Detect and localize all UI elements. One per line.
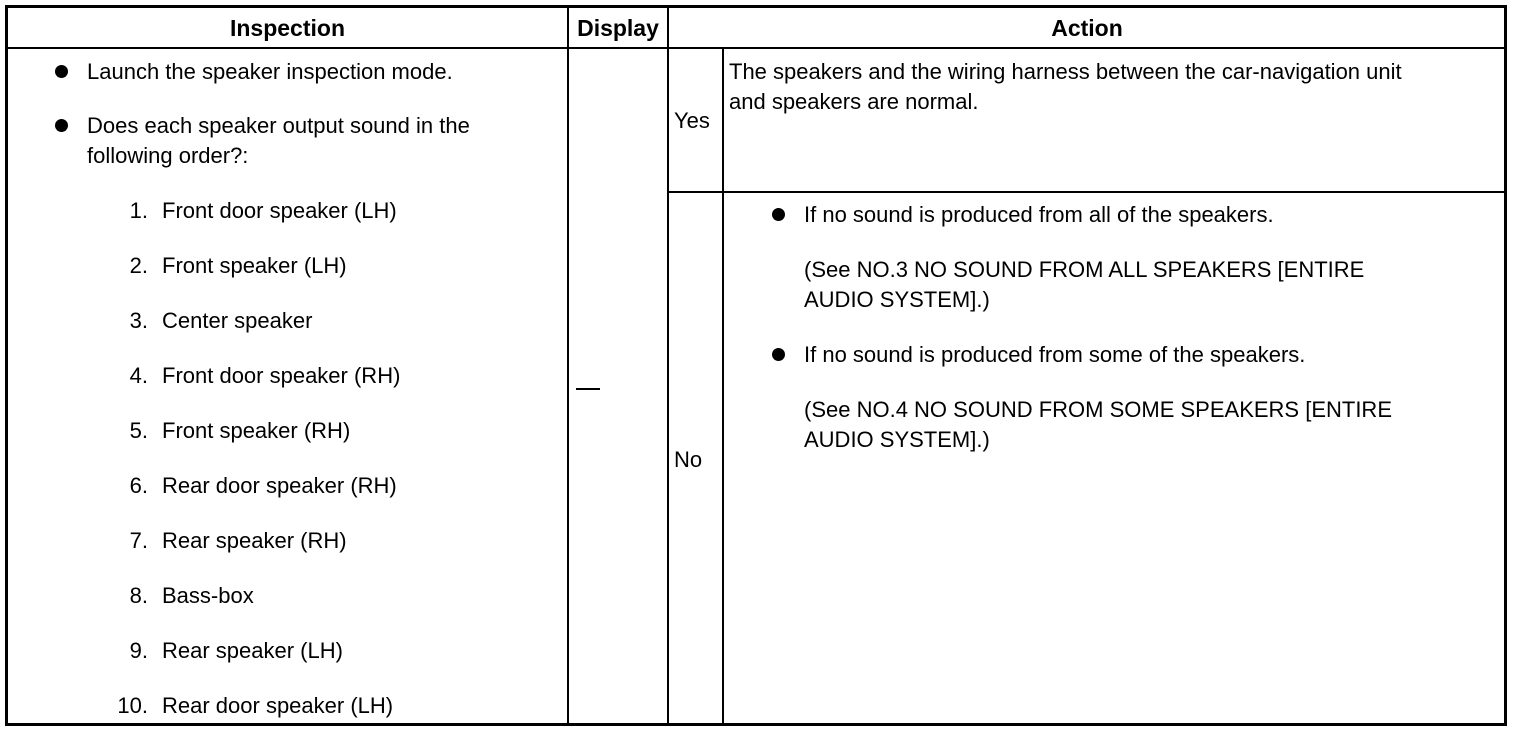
- step-number: 6.: [129, 473, 148, 498]
- bullet-icon: [55, 65, 68, 78]
- bullet-icon: [772, 208, 785, 221]
- step-text: Bass-box: [162, 583, 254, 608]
- no-label: No: [674, 447, 703, 472]
- yes-no-divider: [668, 191, 1506, 193]
- yes-action-line-2: and speakers are normal.: [729, 89, 979, 114]
- header-display: Display: [577, 15, 659, 41]
- no-reference-2-line-2: AUDIO SYSTEM].): [804, 427, 990, 452]
- step-number: 8.: [129, 583, 148, 608]
- step-text: Rear speaker (RH): [162, 528, 347, 553]
- column-divider-yes-no: [722, 48, 724, 726]
- step-number: 9.: [129, 638, 148, 663]
- inspection-bullet-1: Launch the speaker inspection mode.: [87, 59, 453, 84]
- step-number: 3.: [129, 308, 148, 333]
- no-bullet-1: If no sound is produced from all of the speakers.: [804, 202, 1274, 227]
- inspection-bullet-2-line-2: following order?:: [87, 143, 249, 168]
- step-text: Front speaker (RH): [162, 418, 351, 443]
- step-text: Center speaker: [162, 308, 313, 333]
- column-divider-action: [667, 6, 669, 726]
- header-inspection: Inspection: [229, 15, 345, 41]
- step-text: Rear speaker (LH): [162, 638, 343, 663]
- no-reference-1-line-1: (See NO.3 NO SOUND FROM ALL SPEAKERS [ENTIRE: [804, 257, 1365, 282]
- no-reference-2-line-1: (See NO.4 NO SOUND FROM SOME SPEAKERS [ENTIRE: [804, 397, 1392, 422]
- step-text: Rear door speaker (RH): [162, 473, 397, 498]
- bullet-icon: [55, 119, 68, 132]
- step-number: 1.: [129, 198, 148, 223]
- step-text: Front speaker (LH): [162, 253, 347, 278]
- step-number: 4.: [129, 363, 148, 388]
- no-bullet-2: If no sound is produced from some of the speakers.: [804, 342, 1306, 367]
- no-reference-1-line-2: AUDIO SYSTEM].): [804, 287, 990, 312]
- step-number: 7.: [129, 528, 148, 553]
- step-number: 5.: [129, 418, 148, 443]
- step-number: 10.: [117, 693, 148, 718]
- step-text: Front door speaker (RH): [162, 363, 401, 388]
- display-dash: [576, 388, 600, 390]
- column-divider-display: [567, 6, 569, 726]
- inspection-bullet-2-line-1: Does each speaker output sound in the: [87, 113, 470, 138]
- step-text: Rear door speaker (LH): [162, 693, 394, 718]
- step-number: 2.: [129, 253, 148, 278]
- header-action: Action: [1051, 15, 1123, 41]
- yes-action-line-1: The speakers and the wiring harness between the car-navigation unit: [729, 59, 1402, 84]
- yes-label: Yes: [674, 108, 710, 133]
- bullet-icon: [772, 348, 785, 361]
- step-text: Front door speaker (LH): [162, 198, 397, 223]
